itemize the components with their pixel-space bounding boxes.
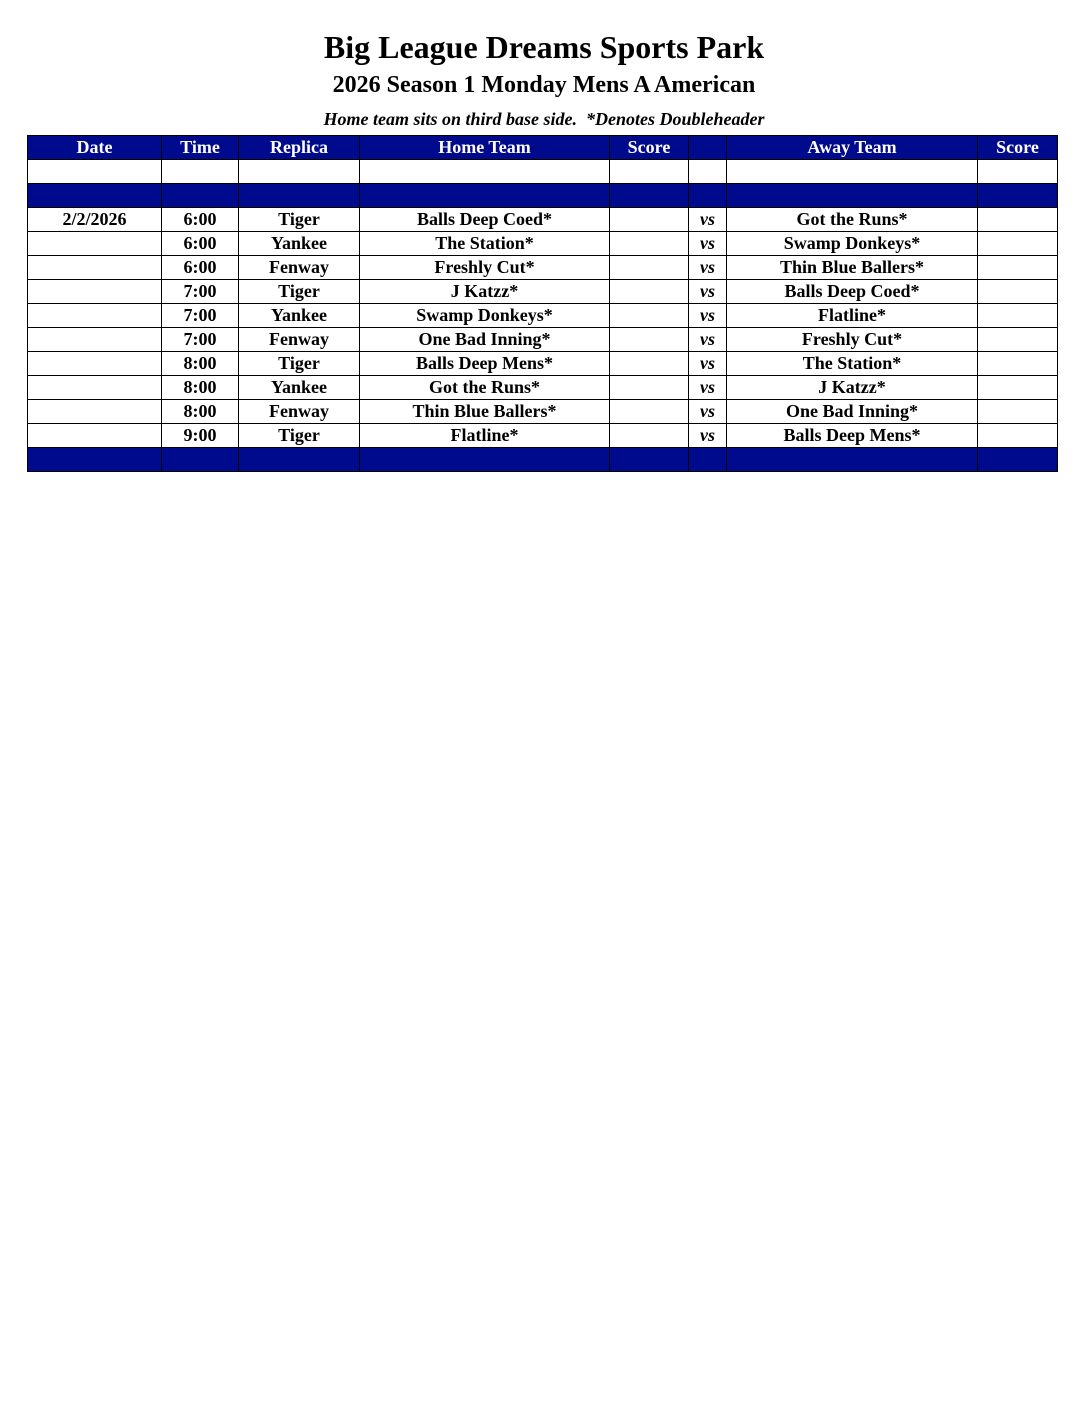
- cell-away-score: [978, 280, 1058, 304]
- cell-home-team: J Katzz*: [360, 280, 610, 304]
- game-row: [28, 352, 1058, 376]
- game-row: [28, 400, 1058, 424]
- cell-replica: Fenway: [239, 256, 360, 280]
- cell-replica: Tiger: [239, 280, 360, 304]
- cell-replica: Yankee: [239, 376, 360, 400]
- schedule-subtitle: 2026 Season 1 Monday Mens A American: [332, 72, 756, 98]
- cell-away-score: [978, 232, 1058, 256]
- divider-band: [28, 184, 1058, 208]
- col-header-away-score: Score: [978, 136, 1058, 160]
- cell-date: [28, 280, 162, 304]
- footer-band: [28, 448, 1058, 472]
- cell-time: 9:00: [162, 424, 239, 448]
- cell-away-score: [978, 400, 1058, 424]
- cell-date: [28, 400, 162, 424]
- cell-vs: vs: [689, 280, 727, 304]
- cell-vs: vs: [689, 400, 727, 424]
- cell-away-score: [978, 376, 1058, 400]
- cell-replica: Tiger: [239, 352, 360, 376]
- cell-date: [28, 256, 162, 280]
- cell-time: 6:00: [162, 208, 239, 232]
- cell-away-score: [978, 328, 1058, 352]
- cell-home-score: [610, 256, 689, 280]
- cell-vs: vs: [689, 424, 727, 448]
- cell-replica: Fenway: [239, 400, 360, 424]
- game-row: [28, 376, 1058, 400]
- cell-home-team: Balls Deep Mens*: [360, 352, 610, 376]
- cell-away-score: [978, 256, 1058, 280]
- cell-time: 7:00: [162, 280, 239, 304]
- cell-away-score: [978, 208, 1058, 232]
- game-row: [28, 232, 1058, 256]
- cell-date: [28, 328, 162, 352]
- cell-away-team: Balls Deep Coed*: [727, 280, 978, 304]
- cell-away-team: The Station*: [727, 352, 978, 376]
- cell-away-score: [978, 424, 1058, 448]
- blank-row: [28, 160, 1058, 184]
- cell-replica: Tiger: [239, 424, 360, 448]
- cell-home-score: [610, 328, 689, 352]
- col-header-replica: Replica: [239, 136, 360, 160]
- cell-vs: vs: [689, 256, 727, 280]
- game-row: [28, 424, 1058, 448]
- cell-date: [28, 304, 162, 328]
- cell-date: [28, 352, 162, 376]
- cell-vs: vs: [689, 232, 727, 256]
- game-row: [28, 280, 1058, 304]
- cell-away-team: J Katzz*: [727, 376, 978, 400]
- cell-home-score: [610, 280, 689, 304]
- cell-home-team: Swamp Donkeys*: [360, 304, 610, 328]
- cell-date: [28, 376, 162, 400]
- cell-away-score: [978, 352, 1058, 376]
- cell-away-team: Freshly Cut*: [727, 328, 978, 352]
- schedule-table: [27, 135, 1058, 472]
- cell-time: 6:00: [162, 256, 239, 280]
- cell-time: 8:00: [162, 376, 239, 400]
- header-row: [28, 136, 1058, 160]
- cell-vs: vs: [689, 376, 727, 400]
- cell-away-team: Flatline*: [727, 304, 978, 328]
- col-header-home-score: Score: [610, 136, 689, 160]
- cell-home-team: Balls Deep Coed*: [360, 208, 610, 232]
- cell-time: 8:00: [162, 352, 239, 376]
- game-row: [28, 256, 1058, 280]
- game-row: [28, 208, 1058, 232]
- cell-home-score: [610, 232, 689, 256]
- cell-away-team: Swamp Donkeys*: [727, 232, 978, 256]
- cell-time: 6:00: [162, 232, 239, 256]
- cell-date: [28, 424, 162, 448]
- cell-away-team: Got the Runs*: [727, 208, 978, 232]
- cell-home-score: [610, 376, 689, 400]
- cell-vs: vs: [689, 328, 727, 352]
- cell-home-team: Got the Runs*: [360, 376, 610, 400]
- cell-home-team: Flatline*: [360, 424, 610, 448]
- cell-home-team: One Bad Inning*: [360, 328, 610, 352]
- col-header-home-team: Home Team: [360, 136, 610, 160]
- cell-home-score: [610, 208, 689, 232]
- cell-home-team: The Station*: [360, 232, 610, 256]
- cell-home-score: [610, 304, 689, 328]
- game-row: [28, 328, 1058, 352]
- cell-away-score: [978, 304, 1058, 328]
- cell-home-score: [610, 400, 689, 424]
- cell-replica: Tiger: [239, 208, 360, 232]
- cell-time: 7:00: [162, 304, 239, 328]
- cell-away-team: Thin Blue Ballers*: [727, 256, 978, 280]
- game-row: [28, 304, 1058, 328]
- cell-home-team: Thin Blue Ballers*: [360, 400, 610, 424]
- cell-date: 2/2/2026: [28, 208, 162, 232]
- cell-vs: vs: [689, 352, 727, 376]
- cell-away-team: Balls Deep Mens*: [727, 424, 978, 448]
- page-title: Big League Dreams Sports Park: [323, 29, 765, 65]
- cell-vs: vs: [689, 208, 727, 232]
- cell-replica: Fenway: [239, 328, 360, 352]
- cell-date: [28, 232, 162, 256]
- cell-home-score: [610, 352, 689, 376]
- cell-time: 8:00: [162, 400, 239, 424]
- cell-replica: Yankee: [239, 232, 360, 256]
- schedule-note: Home team sits on third base side. *Denotes Doubleheader: [323, 109, 765, 129]
- col-header-vs: [689, 136, 727, 160]
- cell-away-team: One Bad Inning*: [727, 400, 978, 424]
- cell-vs: vs: [689, 304, 727, 328]
- cell-time: 7:00: [162, 328, 239, 352]
- col-header-date: Date: [28, 136, 162, 160]
- col-header-time: Time: [162, 136, 239, 160]
- cell-home-team: Freshly Cut*: [360, 256, 610, 280]
- cell-replica: Yankee: [239, 304, 360, 328]
- col-header-away-team: Away Team: [727, 136, 978, 160]
- cell-home-score: [610, 424, 689, 448]
